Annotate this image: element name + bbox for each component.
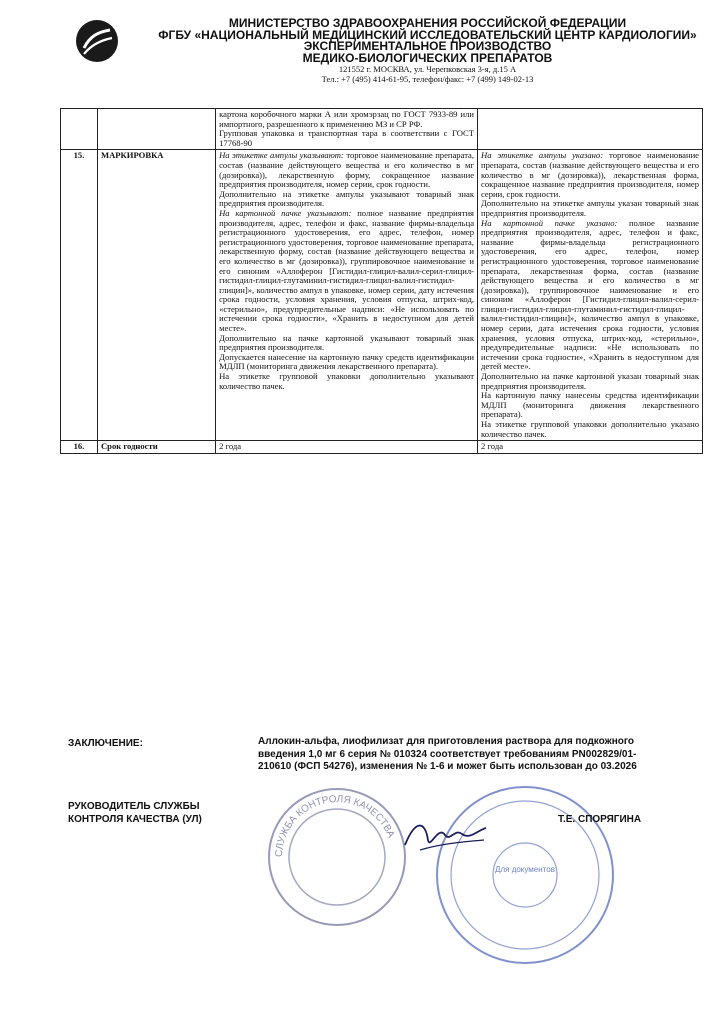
cell-text: Дополнительно на этикетке ампулы указан товарный знак предприятия производителя.	[481, 198, 699, 218]
row-name: МАРКИРОВКА	[97, 150, 215, 441]
ministry-title: МИНИСТЕРСТВО ЗДРАВООХРАНЕНИЯ РОССИЙСКОЙ ФЕДЕРАЦИИ	[228, 16, 627, 30]
conclusion-text: Аллокин-альфа, лиофилизат для приготовления раствора для подкожного введения 1,0 мг 6 серия № 010324 соответствует требованиям PN002829/01-210610 (ФСП 54276), изменения № 1-6 и может быть использован до 03.2026	[258, 736, 637, 772]
signer-name: Т.Е. СПОРЯГИНА	[558, 814, 642, 825]
row-number: 16.	[61, 441, 98, 454]
table-row	[61, 441, 703, 454]
table-row	[61, 150, 703, 441]
cell-text-lead: На этикетке ампулы указывают:	[219, 150, 344, 161]
table-cell	[97, 109, 215, 150]
stamp-text: СЛУЖБА КОНТРОЛЯ КАЧЕСТВА	[273, 793, 397, 858]
row-number: 15.	[61, 150, 98, 441]
cell-text-lead: На картонной пачке указывают:	[219, 207, 352, 218]
cell-text: торговое наименование препарата, состав (название действующего вещества и его количество в мг (дозировка)), лекарственную форму, сокращенное название предприятия производителя, номер серии, срок годности.	[219, 150, 475, 190]
stamp-center-text: Для документов	[495, 865, 555, 874]
cell-text-lead: На картонной пачке указано:	[481, 217, 618, 228]
quality-control-stamp	[262, 782, 412, 932]
division-subtitle: МЕДИКО-БИОЛОГИЧЕСКИХ ПРЕПАРАТОВ	[302, 50, 553, 65]
signatory-role	[68, 800, 202, 826]
letterhead	[150, 18, 705, 84]
organization-stamp	[430, 780, 620, 970]
table-cell	[61, 109, 98, 150]
cell-text: Допускается нанесение на картонную пачку средств идентификации МДЛП (мониторинга движения лекарственного препарата).	[219, 351, 475, 372]
cell-text: Групповая упаковка и транспортная тара в соответствии с ГОСТ 17768-90	[219, 128, 475, 148]
phones: Тел.: +7 (495) 414-61-95, телефон/факс: +7 (499) 149-02-13	[321, 74, 534, 84]
cell-text: полное название предприятия производителя, адрес, телефон и факс, название фирмы-владельца регистрационного удостоверения, его адрес, телефон, номер регистрационного удостоверения, торговое наименование препарата, лекарственная форма, состав (название действующего вещества и его количество в мг (дозировка)), группировочное наименование и его синоним «Аллоферон [Гистидил-глицил-валил-серил-глицил-гистидил-глицил-глутаминил-гистидил-глицил-валил-гистидил-глицин]», количество ампул в упаковке, номер серии, дата истечения срока годности, условия хранения, условия отпуска, штрих-код, «стерильно», предупредительные надписи: «Не использовать по истечении срока годности», «Хранить в недоступном для детей месте».	[481, 217, 699, 372]
cell-text: Дополнительно на этикетке ампулы указывают товарный знак предприятия производителя.	[219, 188, 475, 209]
cell-text-lead: На этикетке ампулы указано:	[481, 150, 604, 161]
result-cell	[478, 150, 703, 441]
conclusion-label: ЗАКЛЮЧЕНИЕ:	[68, 738, 143, 749]
center-title: ФГБУ «НАЦИОНАЛЬНЫЙ МЕДИЦИНСКИЙ ИССЛЕДОВАТЕЛЬСКИЙ ЦЕНТР КАРДИОЛОГИИ»	[158, 27, 697, 42]
cell-text: Дополнительно на пачке картонной указывают товарный знак предприятия производителя.	[219, 332, 475, 353]
specification-table	[60, 108, 703, 454]
cell-text: полное название предприятия производителя, адрес, телефон и факс, название фирмы-владельца регистрационного удостоверения, его адрес, телефон, номер регистрационного удостоверения, торговое наименование препарата, лекарственную форму, состав (название действующего вещества и его количество в мг (дозировка)), группировочное наименование и его синоним «Аллоферон [Гистидил-глицил-валил-серил-глицил-гистидил-глицил-глутаминил-гистидил-глицил-валил-гистидил-глицин]», количество ампул в упаковке, номер серии, дату истечения срока годности, условия хранения, условия отпуска, штрих-код, «стерильно», предупредительные надписи: «Не использовать по истечении срока годности», «Хранить в недоступном для детей месте».	[219, 207, 475, 334]
division-title: ЭКСПЕРИМЕНТАЛЬНОЕ ПРОИЗВОДСТВО	[303, 39, 552, 53]
cell-text: картона коробочного марки А или хромэрзац по ГОСТ 7933-89 или импортного, разрешенного к применению МЗ и СР РФ.	[219, 109, 475, 129]
table-row	[61, 109, 703, 150]
handwritten-signature-icon	[400, 810, 490, 860]
table-cell	[478, 109, 703, 150]
table-cell	[216, 109, 478, 150]
institution-logo-icon	[74, 18, 120, 64]
cell-text: На этикетке групповой упаковки дополнительно указано количество пачек.	[481, 419, 699, 439]
row-name: Срок годности	[97, 441, 215, 454]
requirement-cell	[216, 150, 478, 441]
cell-text: На картонную пачку нанесены средства идентификации МДЛП (мониторинга движения лекарственного препарата).	[481, 390, 699, 420]
signatory-role-line: КОНТРОЛЯ КАЧЕСТВА (УЛ)	[68, 814, 202, 825]
result-cell: 2 года	[478, 441, 703, 454]
signatory-role-line: РУКОВОДИТЕЛЬ СЛУЖБЫ	[68, 801, 200, 812]
cell-text: На этикетке групповой упаковки дополнительно указывают количество пачек.	[219, 371, 475, 391]
address: 121552 г. МОСКВА, ул. Черепковская 3-я, д.15 А	[338, 64, 517, 74]
cell-text: Дополнительно на пачке картонной указан товарный знак предприятия производителя.	[481, 371, 699, 391]
requirement-cell: 2 года	[216, 441, 478, 454]
cell-text: торговое наименование препарата, состав (название действующего вещества и его количество в мг (дозировка)), лекарственная форма, сокращенное название предприятия производителя, номер серии, срок годности.	[481, 150, 699, 199]
